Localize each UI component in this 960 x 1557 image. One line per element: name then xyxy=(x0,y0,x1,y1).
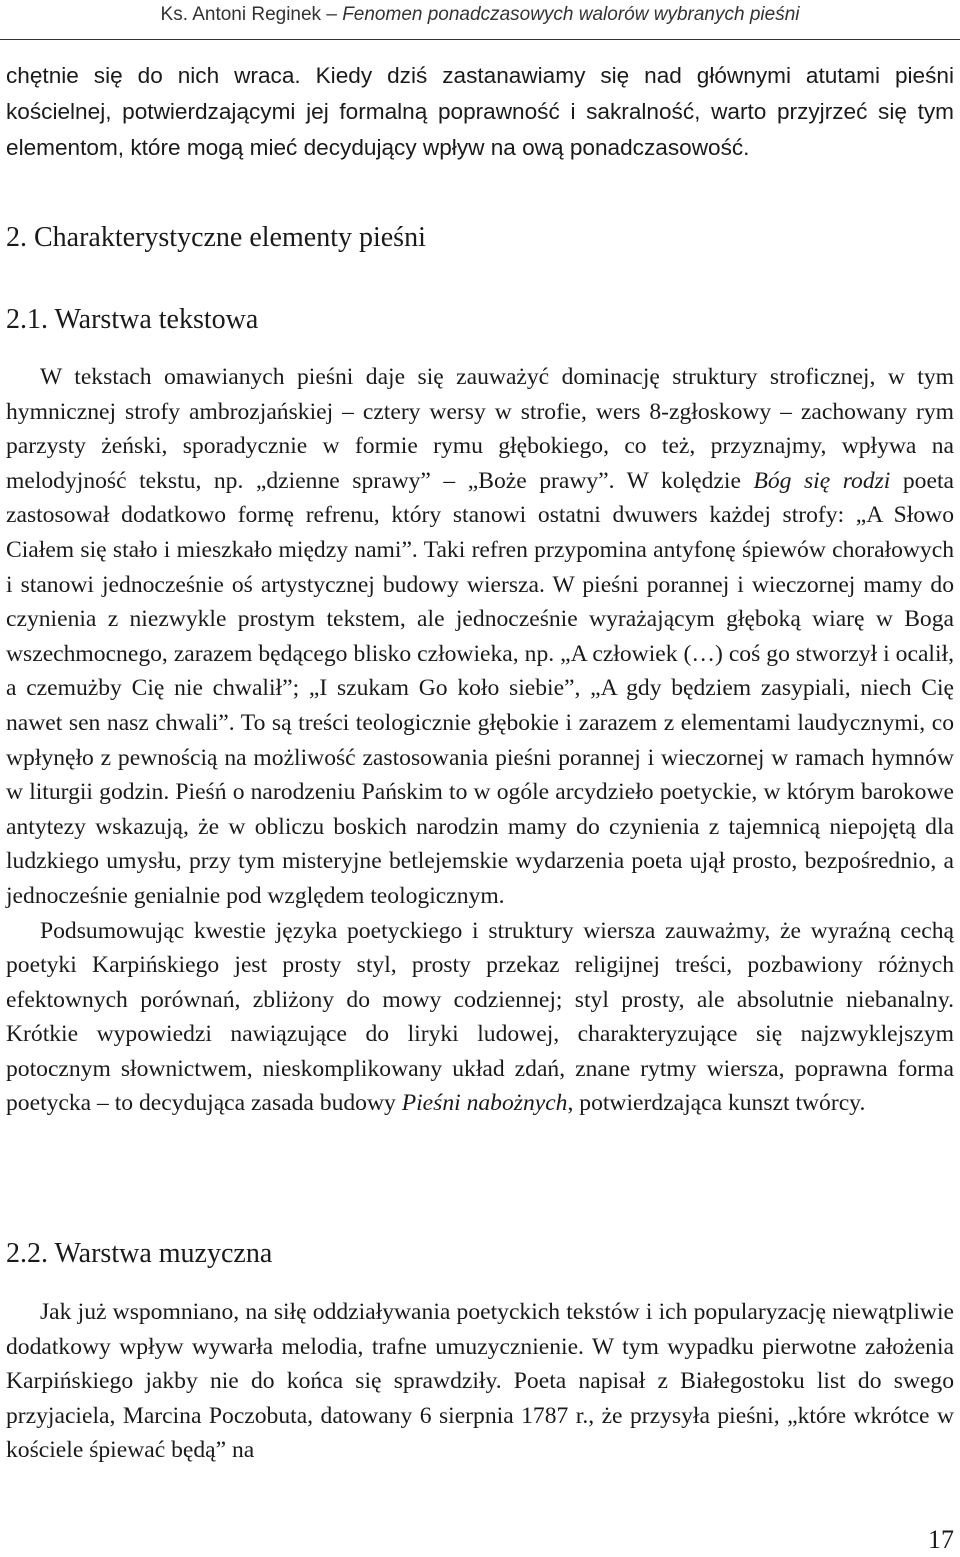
running-header xyxy=(0,0,960,40)
section-2-2-text xyxy=(6,1295,954,1468)
intro-paragraph-block xyxy=(6,58,954,166)
section-2-2-paragraph-1: Jak już wspomniano, na siłę oddziaływania poetyckich tekstów i ich popularyzację niewątpliwie dodatkowy wpływ wywarła melodia, trafne umuzycznienie. W tym wypadku pierwotne założenia Karpińskiego jakby nie do końca się sprawdziły. Poeta napisał z Białegostoku list do swego przyjaciela, Marcina Poczobuta, datowany 6 sierpnia 1787 r., że przysyła pieśni, „które wkrótce w kościele śpiewać będą” na xyxy=(6,1299,954,1464)
collection-title-italic: Pieśni nabożnych xyxy=(401,1090,568,1117)
header-title: Fenomen ponadczasowych walorów wybranych pieśni xyxy=(342,4,800,25)
paragraph-text: Podsumowując kwestie języka poetyckiego i struktury wiersza zauważmy, że wyraźną cechą poetyki Karpińskiego jest prosty styl, prosty przekaz religijnej treści, pozbawiony różnych efektownych porównań, zbliżony do mowy codziennej; styl prosty, ale absolutnie niebanalny. Krótkie wypowiedzi nawiązujące do liryki ludowej, charakteryzujące się najzwyklejszym potocznym słownictwem, nieskomplikowany układ zdań, znane rytmy wiersza, poprawna forma poetycka – to decydująca zasada budowy xyxy=(6,917,954,1117)
section-heading-2: 2. Charakterystyczne elementy pieśni xyxy=(6,222,426,253)
section-2-1-text xyxy=(6,360,954,1121)
header-author: Ks. Antoni Reginek – xyxy=(160,4,343,25)
paragraph-text: W tekstach omawianych pieśni daje się zauważyć dominację struktury stroficznej, w tym hymnicznej strofy ambrozjańskiej – cztery wersy w strofie, wers 8-zgłoskowy – zachowany rym parzysty żeński, sporadycznie w formie rymu głębokiego, co też, przyznajmy, wpływa na melodyjność tekstu, np. „dzienne sprawy” – „Boże prawy”. W kolędzie xyxy=(6,364,954,494)
intro-paragraph: chętnie się do nich wraca. Kiedy dziś zastanawiamy się nad głównymi atutami pieśni kościelnej, potwierdzającymi jej formalną poprawność i sakralność, warto przyjrzeć się tym elementom, które mogą mieć decydujący wpływ na ową ponadczasowość. xyxy=(6,63,954,160)
section-heading-2-1: 2.1. Warstwa tekstowa xyxy=(6,304,259,335)
paragraph-text: , potwierdzająca kunszt twórcy. xyxy=(567,1090,866,1117)
section-2-1-paragraph-1 xyxy=(6,360,954,914)
paragraph-text: poeta zastosował dodatkowo formę refrenu, który stanowi ostatni dwuwers każdej strofy: „A Słowo Ciałem się stało i mieszkało między nami”. Taki refren przypomina antyfonę śpiewów chorałowych i stanowi jednocześnie oś artystycznej budowy wiersza. W pieśni porannej i wieczornej mamy do czynienia z niezwykle prostym tekstem, ale jednocześnie wyrażającym głęboką wiarę w Boga wszechmocnego, zarazem będącego blisko człowieka, np. „A człowiek (…) coś go stworzył i ocalił, a czemużby Cię nie chwalił”; „I szukam Go koło siebie”, „A gdy będziem zasypiali, niech Cię nawet sen nasz chwali”. To są treści teologicznie głębokie i zarazem z elementami laudycznymi, co wpłynęło z pewnością na możliwość zastosowania pieśni porannej i wieczornej w ramach hymnów w liturgii godzin. Pieśń o narodzeniu Pańskim to w ogóle arcydzieło poetyckie, w którym barokowe antytezy wskazują, że w obliczu boskich narodzin mamy do czynienia z tajemnicą niepojętą dla ludzkiego umysłu, przy tym misteryjne betlejemskie wydarzenia poeta ujął prosto, bezpośrednio, a jednocześnie genialnie pod względem teologicznym. xyxy=(6,467,954,909)
song-title-italic: Bóg się rodzi xyxy=(753,467,891,494)
section-2-1-paragraph-2 xyxy=(6,914,954,1122)
section-heading-2-2: 2.2. Warstwa muzyczna xyxy=(6,1238,273,1269)
page-number: 17 xyxy=(928,1525,954,1554)
